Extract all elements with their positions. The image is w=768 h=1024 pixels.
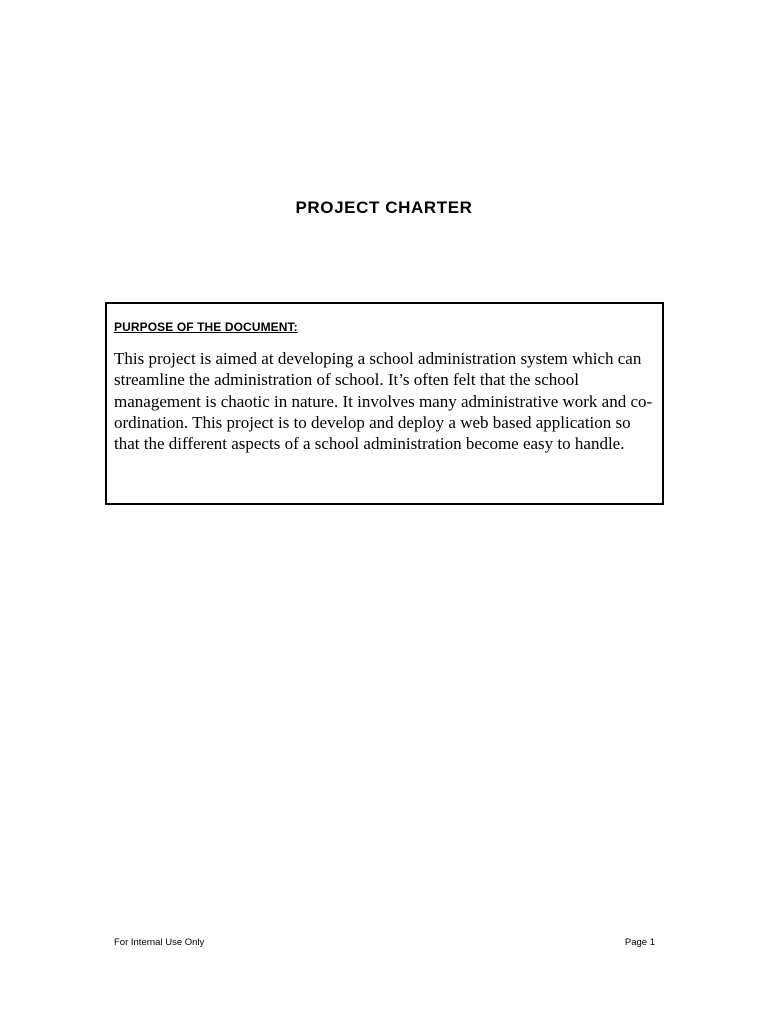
purpose-box [105,302,664,505]
purpose-body: This project is aimed at developing a school administration system which can streamline the administration of school. It’s often felt that the school management is chaotic in nature. It involves many administrative work and co-ordination. This project is to develop and deploy a web based application so that the different aspects of a school administration become easy to handle. [114,349,653,454]
footer-confidentiality: For Internal Use Only [114,937,205,948]
purpose-heading: PURPOSE OF THE DOCUMENT: [114,320,298,334]
footer-page-number: Page 1 [624,937,655,948]
page-title: PROJECT CHARTER [295,198,473,217]
